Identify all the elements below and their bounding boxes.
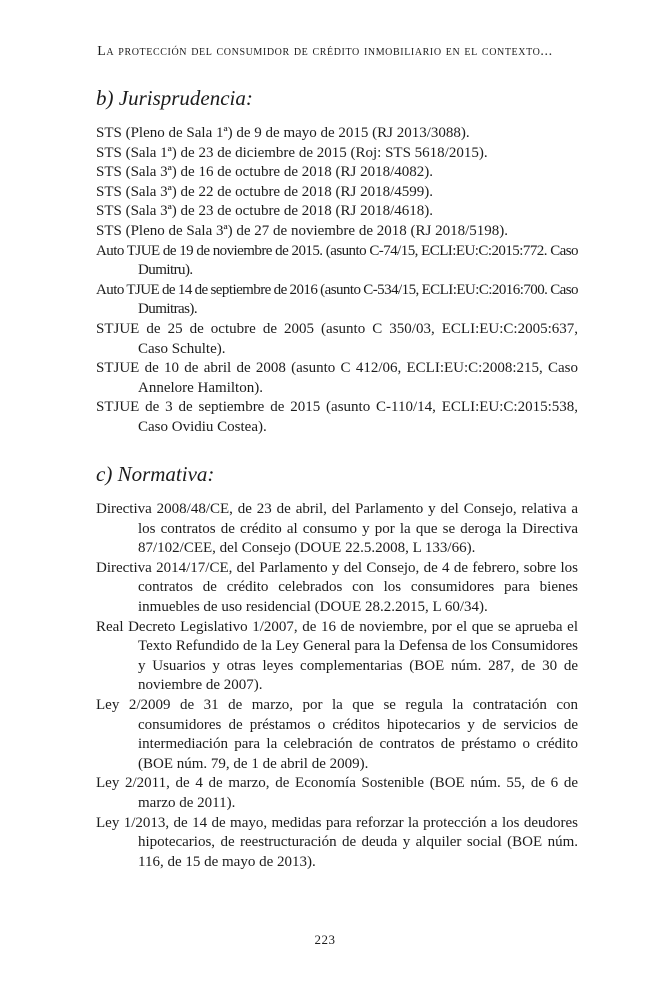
jurisprudencia-entry: STS (Sala 3ª) de 16 de octubre de 2018 (RJ 2018/4082).: [96, 164, 434, 181]
jurisprudencia-entry: Auto TJUE de 14 de septiembre de 2016 (asunto C-534/15, ECLI:EU:C:2016:700. Caso Dumitras).: [96, 281, 578, 318]
section-title-normativa: c) Normativa:: [96, 462, 215, 486]
jurisprudencia-entry: STS (Pleno de Sala 1ª) de 9 de mayo de 2015 (RJ 2013/3088).: [96, 125, 470, 141]
jurisprudencia-list: [96, 124, 578, 438]
page-number: 223: [314, 932, 336, 947]
normativa-entry: Directiva 2014/17/CE, del Parlamento y del Consejo, de 4 de febrero, sobre los contratos de crédito celebrados con los consumidores para bienes inmuebles de uso residencial (DOUE 28.2.2015, L 60/34).: [96, 559, 578, 615]
normativa-entry: Real Decreto Legislativo 1/2007, de 16 de noviembre, por el que se aprueba el Texto Refundido de la Ley General para la Defensa de los Consumidores y Usuarios y otras leyes complementarias (BOE núm. 287, de 30 de noviembre de 2007).: [96, 618, 578, 694]
normativa-entry: Ley 2/2009 de 31 de marzo, por la que se regula la contratación con consumidores de préstamos o créditos hipotecarios y de servicios de intermediación para la celebración de contratos de préstamo o crédito (BOE núm. 79, de 1 de abril de 2009).: [96, 696, 578, 772]
jurisprudencia-entry: STS (Sala 3ª) de 23 de octubre de 2018 (RJ 2018/4618).: [96, 203, 434, 220]
jurisprudencia-entry: Auto TJUE de 19 de noviembre de 2015. (asunto C-74/15, ECLI:EU:C:2015:772. Caso Dumitru).: [96, 242, 578, 279]
normativa-list: [96, 500, 578, 872]
jurisprudencia-entry: STS (Sala 1ª) de 23 de diciembre de 2015 (Roj: STS 5618/2015).: [96, 144, 488, 161]
jurisprudencia-entry: STS (Pleno de Sala 3ª) de 27 de noviembre de 2018 (RJ 2018/5198).: [96, 222, 508, 239]
jurisprudencia-entry: STJUE de 25 de octubre de 2005 (asunto C 350/03, ECLI:EU:C:2005:637, Caso Schulte).: [96, 320, 578, 357]
section-title-jurisprudencia: b) Jurisprudencia:: [96, 86, 253, 110]
normativa-entry: Directiva 2008/48/CE, de 23 de abril, del Parlamento y del Consejo, relativa a los contratos de crédito al consumo y por la que se deroga la Directiva 87/102/CEE, del Consejo (DOUE 22.5.2008, L 133/66).: [96, 501, 578, 557]
jurisprudencia-entry: STJUE de 10 de abril de 2008 (asunto C 412/06, ECLI:EU:C:2008:215, Caso Annelore Hamilton).: [96, 360, 578, 396]
running-head: La protección del consumidor de crédito inmobiliario en el contexto...: [97, 44, 553, 59]
jurisprudencia-entry: STS (Sala 3ª) de 22 de octubre de 2018 (RJ 2018/4599).: [96, 183, 434, 200]
jurisprudencia-entry: STJUE de 3 de septiembre de 2015 (asunto C-110/14, ECLI:EU:C:2015:538, Caso Ovidiu Costea).: [96, 399, 578, 435]
normativa-entry: Ley 1/2013, de 14 de mayo, medidas para reforzar la protección a los deudores hipotecarios, de reestructuración de deuda y alquiler social (BOE núm. 116, de 15 de mayo de 2013).: [96, 814, 578, 870]
normativa-entry: Ley 2/2011, de 4 de marzo, de Economía Sostenible (BOE núm. 55, de 6 de marzo de 2011).: [96, 775, 578, 811]
